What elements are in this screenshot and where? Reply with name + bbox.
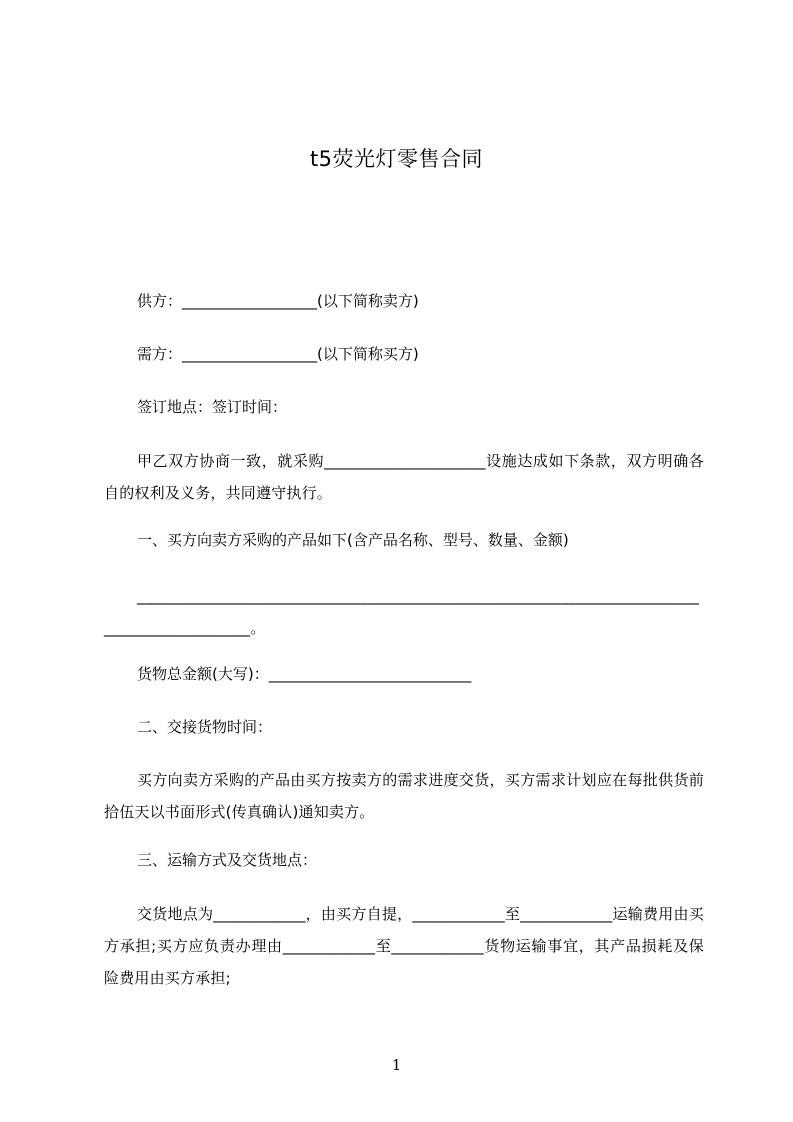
sign-place-time-line: 签订地点：签订时间：: [137, 398, 288, 416]
section-1-heading: 一、买方向卖方采购的产品如下(含产品名称、型号、数量、金额): [137, 531, 569, 549]
delivery-time-paragraph: 买方向卖方采购的产品由买方按卖方的需求进度交货，买方需求计划应在每批供货前拾伍天以书面形式(传真确认)通知卖方。: [104, 771, 704, 821]
buyer-line: 需方：__________________(以下简称买方): [137, 345, 419, 363]
section-2-heading: 二、交接货物时间：: [137, 718, 273, 736]
document-title: t5荧光灯零售合同: [309, 147, 484, 171]
total-amount-line: 货物总金额(大写)：___________________________: [137, 665, 472, 683]
product-blank-paragraph: ____________________________________________________________________________________________。: [104, 587, 700, 637]
supplier-line: 供方：__________________(以下简称卖方): [137, 292, 419, 310]
delivery-place-paragraph: 交货地点为____________，由买方自提，____________至____________运输费用由买方承担;买方应负责办理由____________至____________货物运输事宜，其产品损耗及保险费用由买方承担;: [104, 905, 704, 987]
section-3-heading: 三、运输方式及交货地点：: [137, 851, 318, 869]
page-number: 1: [391, 1056, 402, 1074]
intro-paragraph: 甲乙双方协商一致，就采购_____________________设施达成如下条款，双方明确各自的权利及义务，共同遵守执行。: [104, 452, 704, 502]
